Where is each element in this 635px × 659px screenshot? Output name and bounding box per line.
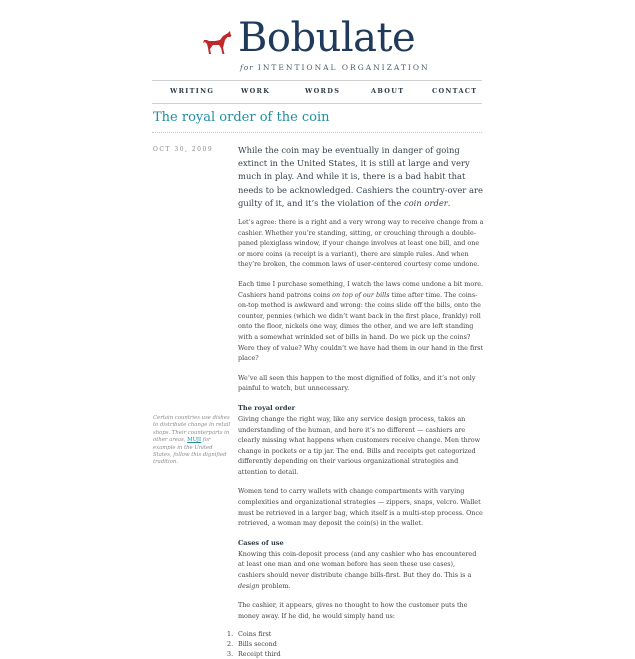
- list-number: 2.: [227, 640, 234, 649]
- order-list: [227, 630, 484, 659]
- lede-paragraph: [238, 144, 484, 210]
- dog-logo-icon[interactable]: [202, 30, 232, 56]
- post-title[interactable]: The royal order of the coin: [153, 110, 330, 125]
- paragraph-6-text-b: problem.: [259, 581, 291, 590]
- list-number: 3.: [227, 649, 234, 658]
- nav-writing[interactable]: WRITING: [170, 87, 215, 95]
- paragraph-6: [238, 549, 484, 591]
- sidenote-text-b: for example in the United States, follow this dignified tradition.: [153, 437, 227, 466]
- list-text: Receipt third: [238, 649, 281, 658]
- site-tagline: [240, 63, 430, 72]
- paragraph-5: Women tend to carry wallets with change compartments with varying complexities and organizational strategies — zippers, snaps, velcro. Wallet must be retrieved in a larger bag, which itself is a multi-step process. Once retrieved, a woman may deposit the coin(s) in the wallet.: [238, 487, 483, 528]
- lede-emphasis: coin order: [403, 197, 448, 208]
- nav-contact[interactable]: CONTACT: [432, 87, 478, 95]
- list-text: Bills second: [238, 640, 277, 649]
- paragraph-2-text-a: Each time I purchase something, I watch the laws come undone a bit more. Cashiers hand patrons coins: [238, 279, 484, 299]
- paragraph-7: The cashier, it appears, gives no thought to how the customer puts the money away. If he did, he would simply hand us:: [238, 601, 468, 620]
- nav-about[interactable]: ABOUT: [371, 87, 405, 95]
- site-title[interactable]: Bobulate: [238, 15, 416, 61]
- list-number: 1.: [227, 630, 234, 639]
- paragraph-2-emphasis: on top of our bills: [332, 290, 390, 299]
- nav-words[interactable]: WORDS: [305, 87, 341, 95]
- article-body: [227, 144, 484, 659]
- paragraph-3: We’ve all seen this happen to the most dignified of folks, and it’s not only painful to watch, but unnecessary.: [238, 373, 476, 393]
- paragraph-2-text-b: time after time. The coins-on-top method is awkward and wrong: the coins slide off the bills, onto the counter, pennies (which we didn’t want back in the first place, frankly) roll onto the floor, nickels one way, dimes the other, and we are left standing with a somewhat wrinkled set of bills in hand. Do we pick up the coins? Were they of value? Why couldn’t we have had them in our hand in the first place?: [238, 290, 484, 363]
- heading-cases-of-use: Cases of use: [238, 538, 284, 547]
- paragraph-2: [238, 279, 484, 364]
- lede-text: While the coin may be eventually in danger of going extinct in the United States, it is still at large and very much in play. And while it is, there is a bad habit that needs to be acknowledged. Cashiers the country-over are guilty of it, and it’s the violation of the: [238, 145, 483, 208]
- paragraph-6-emphasis: design: [238, 581, 260, 590]
- heading-royal-order: The royal order: [238, 403, 296, 412]
- masthead: [0, 0, 635, 80]
- list-item: [227, 649, 484, 659]
- sidenote: [153, 415, 231, 467]
- tagline-for: for: [240, 63, 254, 72]
- list-item: [227, 630, 484, 640]
- list-item: [227, 640, 484, 650]
- paragraph-4: Giving change the right way, like any service design process, takes an understanding of the human, and here it’s no different — cashiers are clearly missing what happens when customers receive change. Men throw change in pockets or a tip jar. The end. Bills and receipts get categorized differently depending on their various organizational strategies and attention to detail.: [238, 414, 481, 476]
- post-date: OCT 30, 2009: [153, 146, 214, 153]
- sidenote-link-muji[interactable]: MUJI: [187, 437, 202, 444]
- nav-work[interactable]: WORK: [241, 87, 271, 95]
- title-divider: [152, 132, 482, 133]
- paragraph-1: Let’s agree: there is a right and a very wrong way to receive change from a cashier. Whether you’re standing, sitting, or crouching through a double-paned plexiglass window, if your change involves at least one bill, and one or more coins (a receipt is a variant), there are simple rules. And when they’re broken, the common laws of user-centered courtesy come undone.: [238, 218, 484, 269]
- paragraph-6-text-a: Knowing this coin-deposit process (and any cashier who has encountered at least one man and one woman before has seen these use cases), cashiers should never distribute change bills-first. But they do. This is a: [238, 549, 477, 580]
- main-nav: [152, 80, 482, 104]
- tagline-text: INTENTIONAL ORGANIZATION: [257, 63, 430, 72]
- lede-end: .: [447, 197, 451, 208]
- sidenote-text-a: Certain countries use dishes to distribute change in retail shops. Their counterparts in other areas,: [153, 415, 231, 444]
- list-text: Coins first: [238, 630, 272, 639]
